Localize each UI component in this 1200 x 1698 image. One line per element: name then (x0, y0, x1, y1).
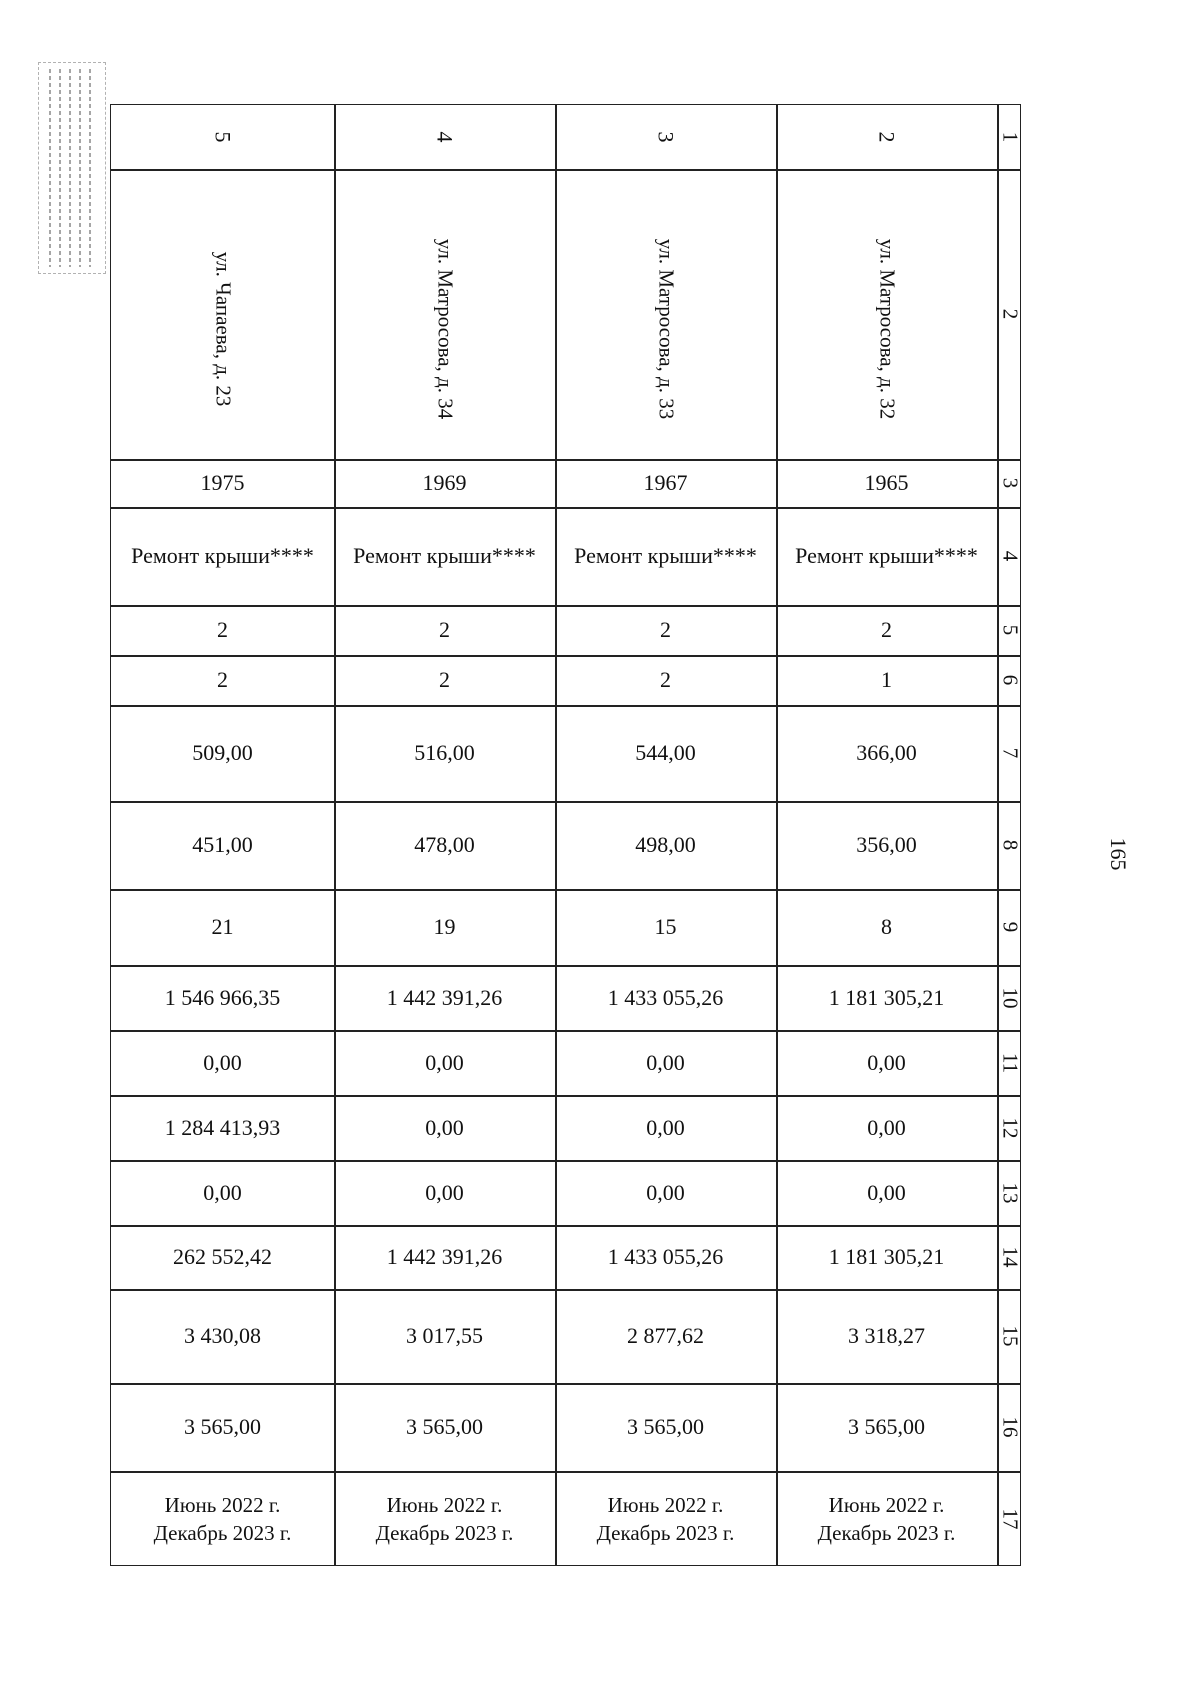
value-cell-c5: 2 (439, 617, 450, 643)
value-cell-c7: 366,00 (856, 740, 917, 766)
row-number-cell: 5 (210, 131, 236, 143)
column-number-label: 13 (998, 1182, 1022, 1203)
value-cell-c7: 544,00 (635, 740, 696, 766)
column-number-label: 11 (998, 1052, 1022, 1073)
value-cell-c16: 3 565,00 (848, 1414, 925, 1440)
page-number: 165 (1106, 837, 1131, 871)
column-number-label: 9 (998, 921, 1022, 933)
value-cell-c13: 0,00 (425, 1179, 464, 1205)
value-cell-c5: 2 (660, 617, 671, 643)
value-cell-c13: 0,00 (646, 1179, 685, 1205)
value-cell-c15: 2 877,62 (627, 1323, 704, 1349)
column-number-label: 15 (998, 1325, 1022, 1347)
value-cell-c11: 0,00 (425, 1049, 464, 1075)
row-number-cell: 2 (874, 131, 900, 143)
value-cell-c6: 2 (660, 667, 671, 693)
column-number-label: 17 (998, 1508, 1022, 1530)
work-type-cell: Ремонт крыши**** (574, 543, 757, 569)
column-number-label: 7 (998, 747, 1022, 759)
column-number-label: 1 (998, 131, 1022, 143)
column-number-label: 12 (998, 1117, 1022, 1138)
value-cell-c8: 451,00 (192, 832, 253, 858)
value-cell-c8: 356,00 (856, 832, 917, 858)
value-cell-c16: 3 565,00 (406, 1414, 483, 1440)
value-cell-c11: 0,00 (646, 1049, 685, 1075)
value-cell-c9: 21 (211, 914, 234, 940)
column-number-label: 14 (998, 1246, 1022, 1268)
value-cell-c15: 3 017,55 (406, 1323, 483, 1349)
approval-stamp (38, 62, 106, 274)
value-cell-c11: 0,00 (203, 1049, 242, 1075)
value-cell-c8: 498,00 (635, 832, 696, 858)
value-cell-c10: 1 181 305,21 (828, 984, 945, 1010)
value-cell-c11: 0,00 (867, 1049, 906, 1075)
column-number-label: 8 (998, 839, 1022, 851)
value-cell-c14: 262 552,42 (173, 1244, 272, 1270)
repair-schedule-table (110, 104, 1021, 1566)
value-cell-c16: 3 565,00 (627, 1414, 704, 1440)
value-cell-c14: 1 433 055,26 (607, 1244, 724, 1270)
value-cell-c10: 1 546 966,35 (164, 984, 281, 1010)
value-cell-c5: 2 (217, 617, 228, 643)
value-cell-c16: 3 565,00 (184, 1414, 261, 1440)
value-cell-c7: 509,00 (192, 740, 253, 766)
year-cell: 1967 (643, 470, 688, 496)
column-number-label: 2 (998, 308, 1022, 320)
value-cell-c9: 15 (654, 914, 677, 940)
value-cell-c12: 1 284 413,93 (164, 1114, 281, 1140)
value-cell-c14: 1 442 391,26 (386, 1244, 503, 1270)
value-cell-c17: Июнь 2022 г. Декабрь 2023 г. (375, 1492, 514, 1545)
address-cell: ул. Чапаева, д. 23 (211, 251, 235, 407)
address-cell: ул. Матросова, д. 34 (433, 238, 457, 420)
column-number-label: 5 (998, 624, 1022, 636)
work-type-cell: Ремонт крыши**** (795, 543, 978, 569)
row-number-cell: 4 (432, 131, 458, 143)
address-cell: ул. Матросова, д. 32 (875, 238, 899, 420)
work-type-cell: Ремонт крыши**** (353, 543, 536, 569)
year-cell: 1965 (864, 470, 909, 496)
value-cell-c10: 1 442 391,26 (386, 984, 503, 1010)
value-cell-c15: 3 318,27 (848, 1323, 925, 1349)
value-cell-c9: 8 (881, 914, 892, 940)
value-cell-c7: 516,00 (414, 740, 475, 766)
value-cell-c15: 3 430,08 (184, 1323, 261, 1349)
column-number-label: 3 (998, 477, 1022, 489)
work-type-cell: Ремонт крыши**** (131, 543, 314, 569)
value-cell-c6: 1 (881, 667, 892, 693)
value-cell-c13: 0,00 (203, 1179, 242, 1205)
value-cell-c6: 2 (217, 667, 228, 693)
column-number-label: 4 (998, 550, 1022, 562)
value-cell-c13: 0,00 (867, 1179, 906, 1205)
value-cell-c8: 478,00 (414, 832, 475, 858)
value-cell-c17: Июнь 2022 г. Декабрь 2023 г. (153, 1492, 292, 1545)
value-cell-c12: 0,00 (867, 1114, 906, 1140)
column-number-label: 10 (998, 987, 1022, 1008)
value-cell-c12: 0,00 (425, 1114, 464, 1140)
value-cell-c6: 2 (439, 667, 450, 693)
value-cell-c9: 19 (433, 914, 456, 940)
value-cell-c10: 1 433 055,26 (607, 984, 724, 1010)
value-cell-c17: Июнь 2022 г. Декабрь 2023 г. (817, 1492, 956, 1545)
address-cell: ул. Матросова, д. 33 (654, 238, 678, 420)
value-cell-c12: 0,00 (646, 1114, 685, 1140)
column-number-label: 6 (998, 674, 1022, 686)
row-number-cell: 3 (653, 131, 679, 143)
value-cell-c14: 1 181 305,21 (828, 1244, 945, 1270)
value-cell-c17: Июнь 2022 г. Декабрь 2023 г. (596, 1492, 735, 1545)
year-cell: 1969 (422, 470, 467, 496)
value-cell-c5: 2 (881, 617, 892, 643)
column-number-label: 16 (998, 1416, 1022, 1438)
year-cell: 1975 (200, 470, 245, 496)
